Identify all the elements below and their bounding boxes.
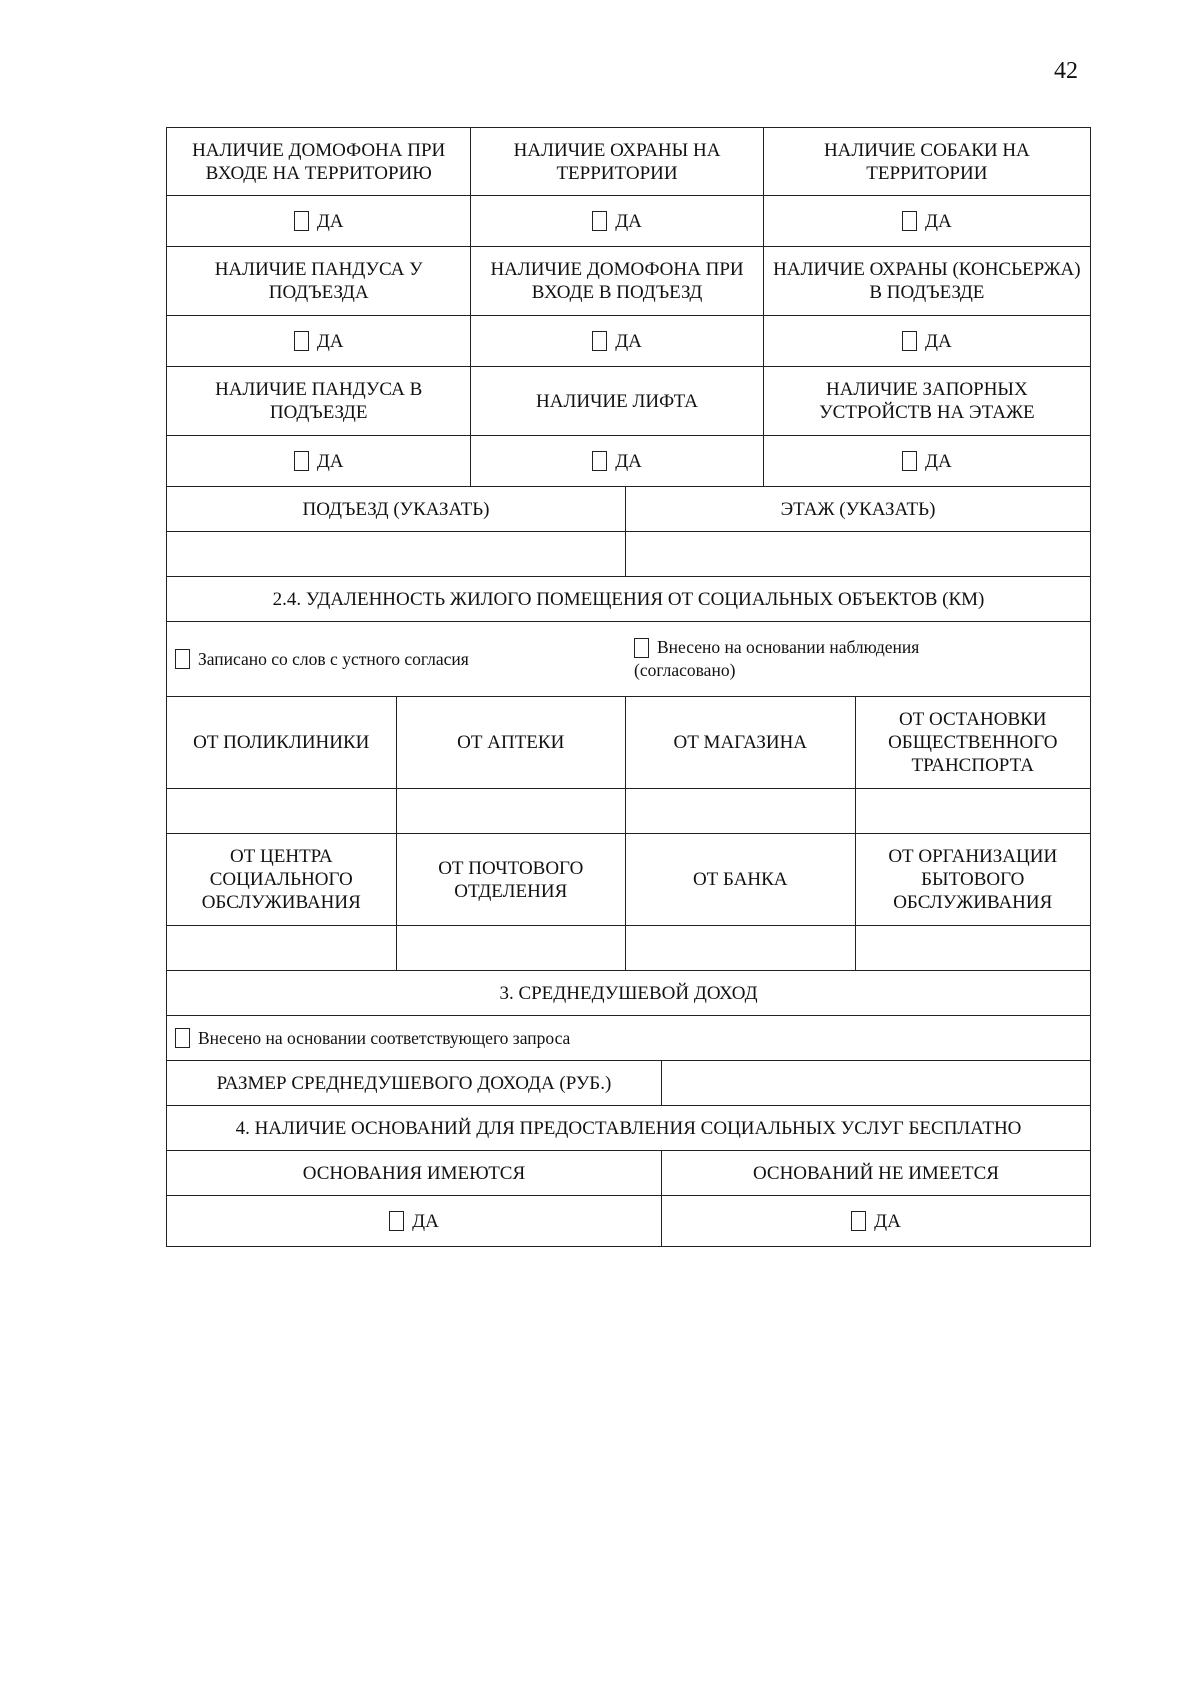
distance-pharmacy-field[interactable]: [397, 789, 627, 833]
checkbox-cell: [471, 196, 763, 246]
header-floor-locks: НАЛИЧИЕ ЗАПОРНЫХ УСТРОЙСТВ НА ЭТАЖЕ: [819, 379, 1035, 423]
checkbox-request[interactable]: [175, 1028, 190, 1048]
checkbox-cell: [764, 196, 1090, 246]
checkbox-cell: [764, 436, 1090, 486]
table-row: [166, 367, 1091, 436]
checkbox-label: ДА: [316, 450, 344, 472]
header-elevator: НАЛИЧИЕ ЛИФТА: [471, 367, 763, 435]
observation-label-line2: (согласовано): [634, 660, 736, 680]
table-row: [166, 1151, 1091, 1196]
checkbox-concierge-entrance[interactable]: [902, 331, 917, 351]
header-dog-territory: НАЛИЧИЕ СОБАКИ НА ТЕРРИТОРИИ: [823, 139, 1030, 184]
section-3-title: 3. СРЕДНЕДУШЕВОЙ ДОХОД: [499, 982, 758, 1004]
request-note-cell: [167, 1016, 1090, 1060]
checkbox-label: ДА: [925, 330, 952, 352]
header-intercom-territory: НАЛИЧИЕ ДОМОФОНА ПРИ ВХОДЕ НА ТЕРРИТОРИЮ: [167, 128, 471, 195]
income-field[interactable]: [662, 1061, 1090, 1105]
table-row: [166, 532, 1091, 577]
table-row: [166, 127, 1091, 196]
checkbox-label: ДА: [874, 1210, 901, 1232]
entrance-label: ПОДЪЕЗД (УКАЗАТЬ): [167, 487, 626, 531]
checkbox-ramp-entrance[interactable]: [294, 331, 309, 351]
checkbox-cell: [167, 436, 471, 486]
entrance-field[interactable]: [167, 532, 626, 576]
checkbox-label: ДА: [925, 210, 952, 232]
header-ramp-inside: НАЛИЧИЕ ПАНДУСА В ПОДЪЕЗДЕ: [167, 367, 471, 435]
table-row: [166, 436, 1091, 487]
checkbox-label: ДА: [316, 210, 344, 232]
table-row: [166, 789, 1091, 834]
table-row: [166, 196, 1091, 247]
section-4-title: 4. НАЛИЧИЕ ОСНОВАНИЙ ДЛЯ ПРЕДОСТАВЛЕНИЯ СОЦИАЛЬНЫХ УСЛУГ БЕСПЛАТНО: [235, 1117, 1022, 1139]
verbal-consent-cell: [167, 622, 626, 696]
distance-bank-field[interactable]: [626, 926, 856, 970]
table-row: [166, 487, 1091, 532]
table-row: [166, 1196, 1091, 1247]
table-row: [166, 1106, 1091, 1151]
table-row: [166, 926, 1091, 971]
distance-social-center-label: ОТ ЦЕНТРА СОЦИАЛЬНОГО ОБСЛУЖИВАНИЯ: [167, 834, 397, 925]
checkbox-intercom-entrance[interactable]: [592, 331, 607, 351]
floor-label: ЭТАЖ (УКАЗАТЬ): [780, 498, 936, 520]
observation-label-line1: Внесено на основании наблюдения: [657, 637, 920, 657]
table-row: [166, 316, 1091, 367]
checkbox-cell: [167, 316, 471, 366]
distance-pharmacy-label: ОТ АПТЕКИ: [397, 697, 627, 788]
checkbox-cell: [167, 1196, 662, 1246]
checkbox-cell: [167, 196, 471, 246]
distance-post-office-field[interactable]: [397, 926, 627, 970]
checkbox-label: ДА: [925, 450, 952, 472]
distance-bank-label: ОТ БАНКА: [626, 834, 856, 925]
header-intercom-entrance: НАЛИЧИЕ ДОМОФОНА ПРИ ВХОДЕ В ПОДЪЕЗД: [471, 247, 763, 315]
floor-field[interactable]: [626, 532, 1090, 576]
observation-cell: [626, 622, 1090, 696]
checkbox-cell: [471, 436, 763, 486]
checkbox-verbal-consent[interactable]: [175, 649, 190, 669]
checkbox-grounds-exist[interactable]: [389, 1211, 404, 1231]
checkbox-cell: [662, 1196, 1090, 1246]
distance-consumer-services-field[interactable]: [856, 926, 1090, 970]
checkbox-grounds-absent[interactable]: [851, 1211, 866, 1231]
table-row: [166, 577, 1091, 622]
grounds-absent-label: ОСНОВАНИЙ НЕ ИМЕЕТСЯ: [752, 1162, 999, 1184]
checkbox-security-territory[interactable]: [592, 211, 607, 231]
verbal-consent-label: Записано со слов с устного согласия: [198, 648, 469, 669]
distance-post-office-label: ОТ ПОЧТОВОГО ОТДЕЛЕНИЯ: [397, 834, 627, 925]
checkbox-label: ДА: [615, 210, 642, 232]
table-row: [166, 834, 1091, 926]
checkbox-label: ДА: [412, 1210, 439, 1232]
distance-clinic-field[interactable]: [167, 789, 397, 833]
checkbox-label: ДА: [316, 330, 344, 352]
checkbox-observation[interactable]: [634, 638, 649, 658]
checkbox-ramp-inside[interactable]: [294, 451, 309, 471]
table-row: [166, 622, 1091, 697]
distance-shop-label: ОТ МАГАЗИНА: [626, 697, 856, 788]
form-table: [166, 127, 1091, 1247]
header-security-territory: НАЛИЧИЕ ОХРАНЫ НА ТЕРРИТОРИИ: [471, 128, 763, 195]
checkbox-cell: [764, 316, 1090, 366]
table-row: [166, 1016, 1091, 1061]
page-number: 42: [1054, 58, 1078, 84]
section-2-4-title: 2.4. УДАЛЕННОСТЬ ЖИЛОГО ПОМЕЩЕНИЯ ОТ СОЦИАЛЬНЫХ ОБЪЕКТОВ (КМ): [272, 588, 985, 610]
request-note-label: Внесено на основании соответствующего запроса: [198, 1027, 571, 1048]
table-row: [166, 697, 1091, 789]
table-row: [166, 971, 1091, 1016]
distance-transport-field[interactable]: [856, 789, 1090, 833]
checkbox-label: ДА: [615, 450, 642, 472]
checkbox-intercom-territory[interactable]: [294, 211, 309, 231]
checkbox-label: ДА: [615, 330, 642, 352]
distance-transport-label: ОТ ОСТАНОВКИ ОБЩЕСТВЕННОГО ТРАНСПОРТА: [888, 709, 1058, 776]
checkbox-elevator[interactable]: [592, 451, 607, 471]
table-row: [166, 1061, 1091, 1106]
grounds-exist-label: ОСНОВАНИЯ ИМЕЮТСЯ: [167, 1151, 662, 1195]
income-label: РАЗМЕР СРЕДНЕДУШЕВОГО ДОХОДА (РУБ.): [167, 1061, 662, 1105]
table-row: [166, 247, 1091, 316]
checkbox-dog-territory[interactable]: [902, 211, 917, 231]
distance-shop-field[interactable]: [626, 789, 856, 833]
distance-clinic-label: ОТ ПОЛИКЛИНИКИ: [167, 697, 397, 788]
checkbox-cell: [471, 316, 763, 366]
distance-social-center-field[interactable]: [167, 926, 397, 970]
header-concierge-entrance: НАЛИЧИЕ ОХРАНЫ (КОНСЬЕРЖА) В ПОДЪЕЗДЕ: [773, 259, 1081, 303]
checkbox-floor-locks[interactable]: [902, 451, 917, 471]
header-ramp-entrance: НАЛИЧИЕ ПАНДУСА У ПОДЪЕЗДА: [167, 247, 471, 315]
distance-consumer-services-label: ОТ ОРГАНИЗАЦИИ БЫТОВОГО ОБСЛУЖИВАНИЯ: [888, 846, 1058, 913]
